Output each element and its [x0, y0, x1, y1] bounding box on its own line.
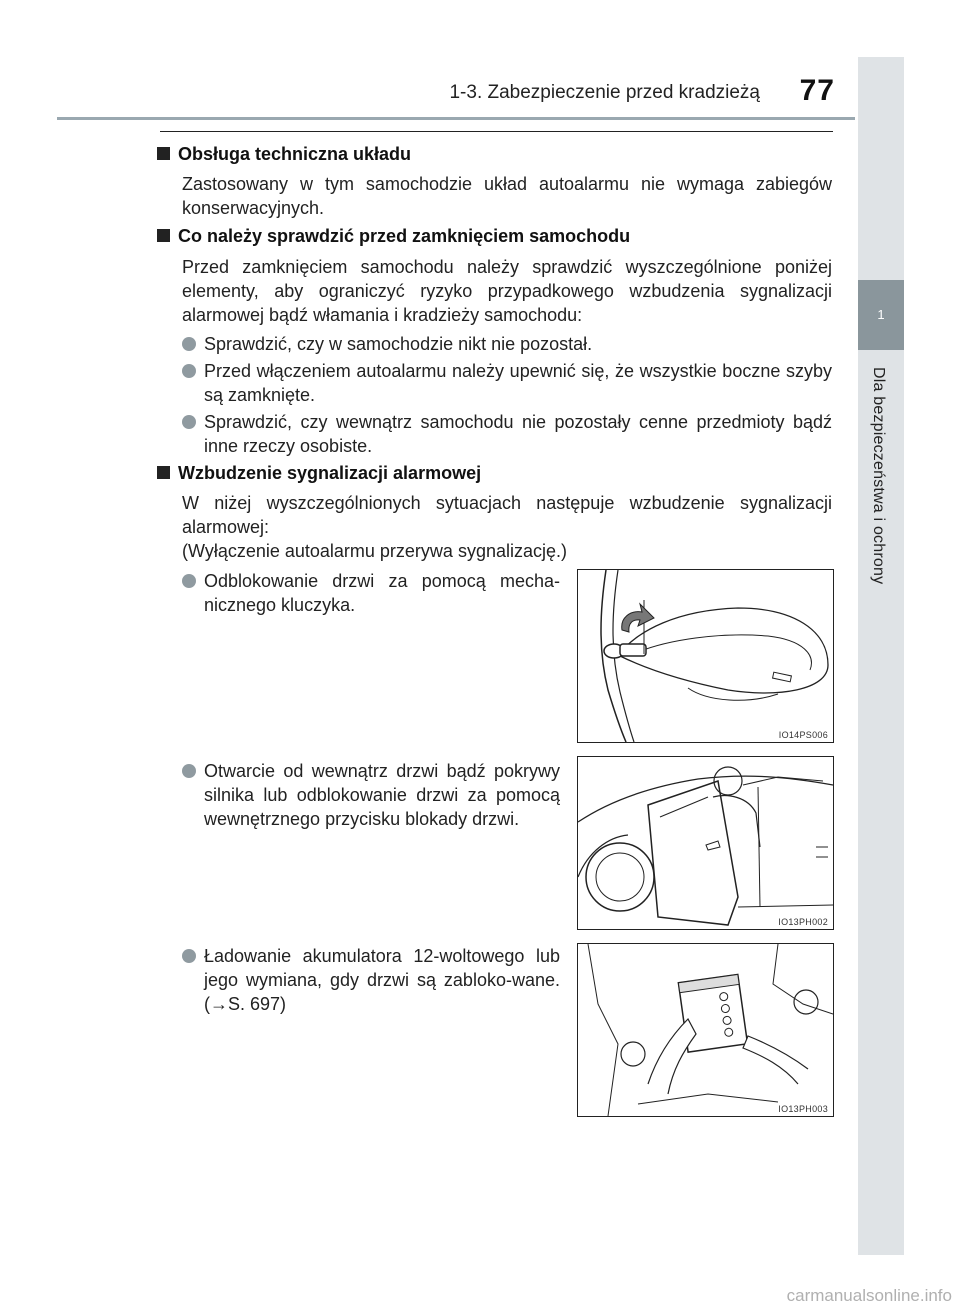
figure-open-door [577, 756, 834, 930]
chapter-number-tab[interactable]: 1 [858, 280, 904, 350]
figure-battery [577, 943, 834, 1117]
list-item: Sprawdzić, czy wewnątrz samochodu nie pozostały cenne przedmioty bądź inne rzeczy osobiste. [182, 410, 832, 458]
list-item: Przed włączeniem autoalarmu należy upewnić się, że wszystkie boczne szyby są zamknięte. [182, 359, 832, 407]
section-title: 1-3. Zabezpieczenie przed kradzieżą [449, 82, 760, 103]
section-paragraph-note: (Wyłączenie autoalarmu przerywa sygnalizację.) [182, 541, 567, 561]
circle-bullet-icon [182, 949, 196, 963]
list-item: Otwarcie od wewnątrz drzwi bądź pokrywy silnika lub odblokowanie drzwi za pomocą wewnętrznego przycisku blokady drzwi. [182, 759, 560, 831]
figure-code: IO13PH002 [778, 917, 828, 927]
section-heading: Wzbudzenie sygnalizacji alarmowej [157, 463, 481, 484]
figure-code: IO14PS006 [778, 730, 828, 740]
square-bullet-icon [157, 147, 170, 160]
section-paragraph: W niżej wyszczególnionych sytuacjach następuje wzbudzenie sygnalizacji alarmowej: [182, 493, 832, 537]
section-paragraph: Zastosowany w tym samochodzie układ autoalarmu nie wymaga zabiegów konserwacyjnych. [182, 174, 832, 218]
section-paragraph: Przed zamknięciem samochodu należy sprawdzić wyszczególnione poniżej elementy, aby ograniczyć ryzyko przypadkowego wzbudzenia sygnalizacji alarmowej bądź włamania i kradzieży samochodu: [182, 257, 832, 325]
circle-bullet-icon [182, 574, 196, 588]
square-bullet-icon [157, 229, 170, 242]
door-key-illustration [578, 570, 833, 742]
circle-bullet-icon [182, 415, 196, 429]
figure-door-key [577, 569, 834, 743]
section-heading: Obsługa techniczna układu [157, 144, 411, 165]
footer-watermark: carmanualsonline.info [786, 1286, 952, 1305]
section-heading: Co należy sprawdzić przed zamknięciem samochodu [157, 226, 630, 247]
figure-code: IO13PH003 [778, 1104, 828, 1114]
list-item: Odblokowanie drzwi za pomocą mecha-nicznego kluczyka. [182, 569, 560, 617]
open-door-illustration [578, 757, 833, 929]
square-bullet-icon [157, 466, 170, 479]
list-item: Ładowanie akumulatora 12-woltowego lub jego wymiana, gdy drzwi są zabloko-wane. (→S. 697) [182, 944, 560, 1016]
chapter-title-vertical: Dla bezpieczeństwa i ochrony [870, 367, 887, 585]
circle-bullet-icon [182, 764, 196, 778]
chapter-side-tab [858, 57, 904, 1255]
circle-bullet-icon [182, 364, 196, 378]
circle-bullet-icon [182, 337, 196, 351]
content-divider [160, 131, 833, 132]
list-item: Sprawdzić, czy w samochodzie nikt nie pozostał. [182, 332, 832, 356]
battery-replacement-illustration [578, 944, 833, 1116]
page-number: 77 [799, 74, 835, 107]
header-divider [57, 117, 855, 120]
